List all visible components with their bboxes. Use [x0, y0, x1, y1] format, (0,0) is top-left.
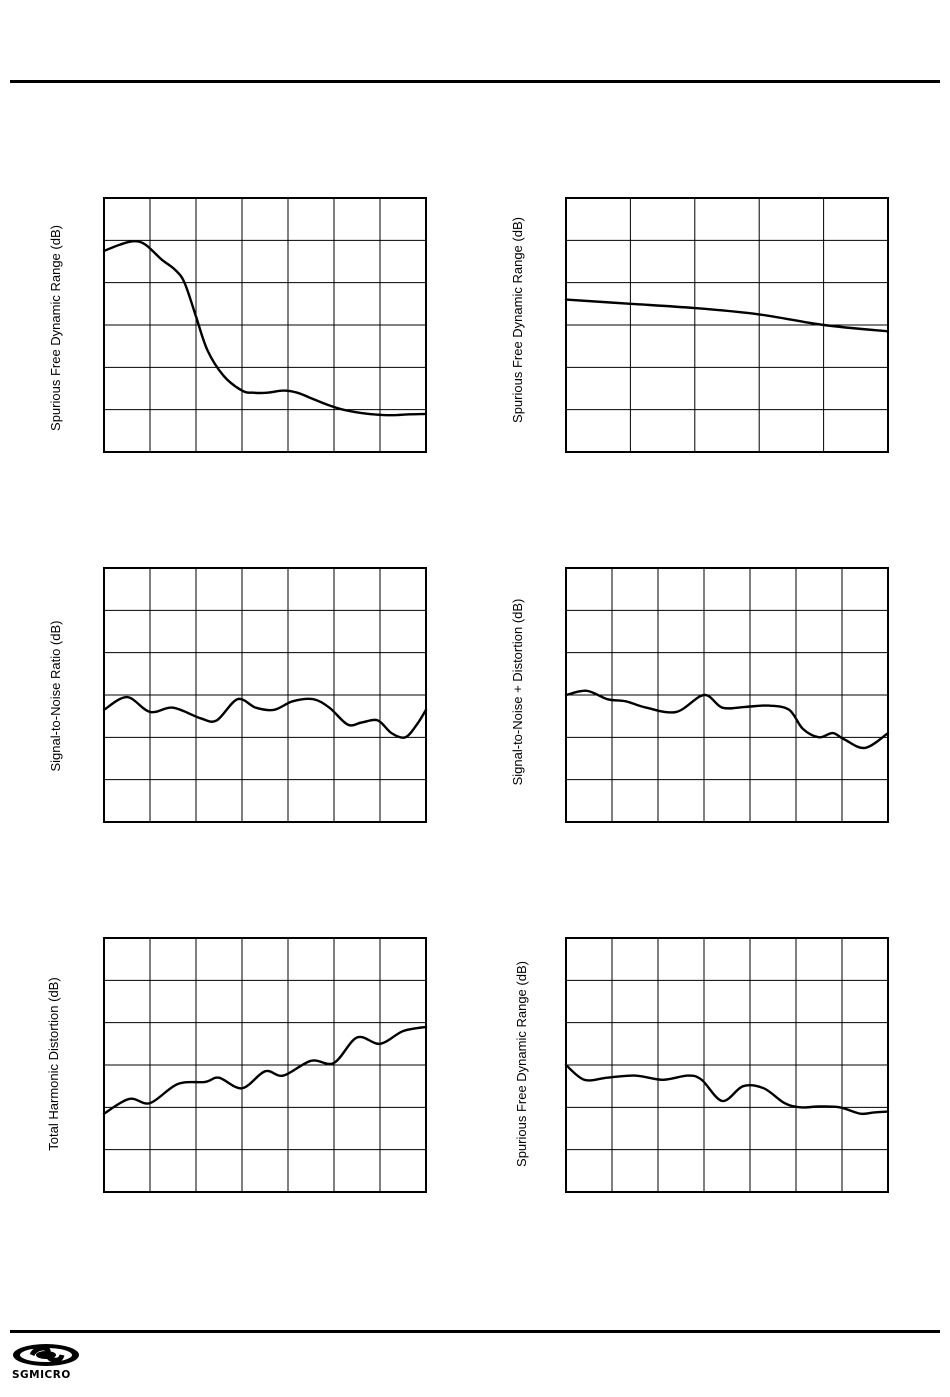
series-line-1 [566, 1065, 888, 1114]
series-line-1 [566, 300, 888, 332]
chart-6 [565, 937, 889, 1193]
bottom-rule [10, 1330, 940, 1333]
chart-1 [103, 197, 427, 453]
chart-1-ylabel: Spurious Free Dynamic Range (dB) [48, 225, 63, 431]
chart-6-ylabel: Spurious Free Dynamic Range (dB) [514, 961, 529, 1167]
chart-2 [565, 197, 889, 453]
chart-2-ylabel: Spurious Free Dynamic Range (dB) [510, 217, 525, 423]
series-line-1 [104, 697, 426, 738]
series-line-1 [104, 241, 426, 415]
chart-3 [103, 567, 427, 823]
series-line-1 [566, 691, 888, 748]
series-line-1 [104, 1027, 426, 1114]
top-rule [10, 80, 940, 83]
chart-3-ylabel: Signal-to-Noise Ratio (dB) [48, 620, 63, 772]
chart-4-ylabel: Signal-to-Noise + Distortion (dB) [510, 598, 525, 786]
logo-text: SGMICRO [12, 1369, 71, 1381]
chart-5 [103, 937, 427, 1193]
chart-5-ylabel: Total Harmonic Distortion (dB) [46, 977, 61, 1151]
chart-4 [565, 567, 889, 823]
